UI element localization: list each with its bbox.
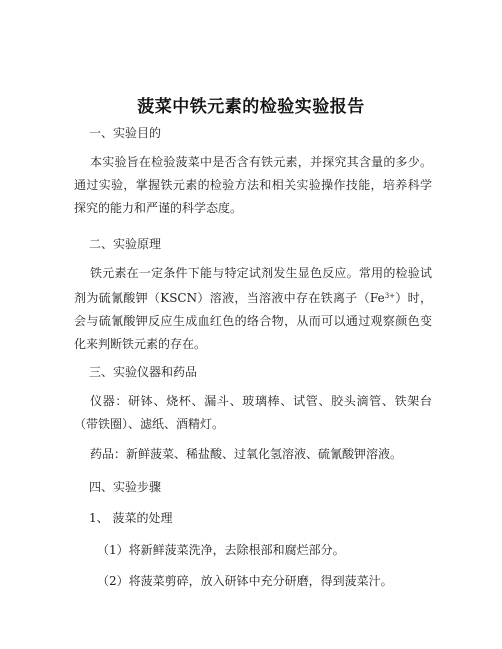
section-heading-principle: 二、实验原理 xyxy=(89,237,162,251)
step-1-label: 1、 菠菜的处理 xyxy=(89,511,173,525)
section-heading-equipment: 三、实验仪器和药品 xyxy=(89,365,198,379)
section-heading-steps: 四、实验步骤 xyxy=(89,480,162,494)
purpose-paragraph: 本实验旨在检验菠菜中是否含有铁元素，并探究其含量的多少。通过实验，掌握铁元素的检验方法和相关实验操作技能，培养科学探究的能力和严谨的科学态度。 xyxy=(74,155,432,215)
iron-ion-charge: 3+ xyxy=(384,292,396,300)
step-1-sub-2: （2）将菠菜剪碎，放入研钵中充分研磨，得到菠菜汁。 xyxy=(97,574,393,588)
instruments-paragraph: 仪器：研钵、烧杯、漏斗、玻璃棒、试管、胶头滴管、铁架台（带铁圈）、滤纸、酒精灯。 xyxy=(74,394,432,431)
section-heading-purpose: 一、实验目的 xyxy=(89,126,162,140)
reagents-paragraph: 药品：新鲜菠菜、稀盐酸、过氧化氢溶液、硫氰酸钾溶液。 xyxy=(90,447,403,461)
principle-text-pre: 铁元素在一定条件下能与特定试剂发生显色反应。常用的检验试剂为硫氰酸钾（KSCN）溶液，当溶液中存在铁离子（Fe xyxy=(74,266,432,305)
step-1-sub-1: （1）将新鲜菠菜洗净，去除根部和腐烂部分。 xyxy=(97,543,345,557)
principle-text-post: ）时，会与硫氰酸钾反应生成血红色的络合物，从而可以通过观察颜色变化来判断铁元素的存在。 xyxy=(74,291,432,351)
principle-paragraph xyxy=(74,262,432,356)
document-title: 菠菜中铁元素的检验实验报告 xyxy=(137,97,365,117)
